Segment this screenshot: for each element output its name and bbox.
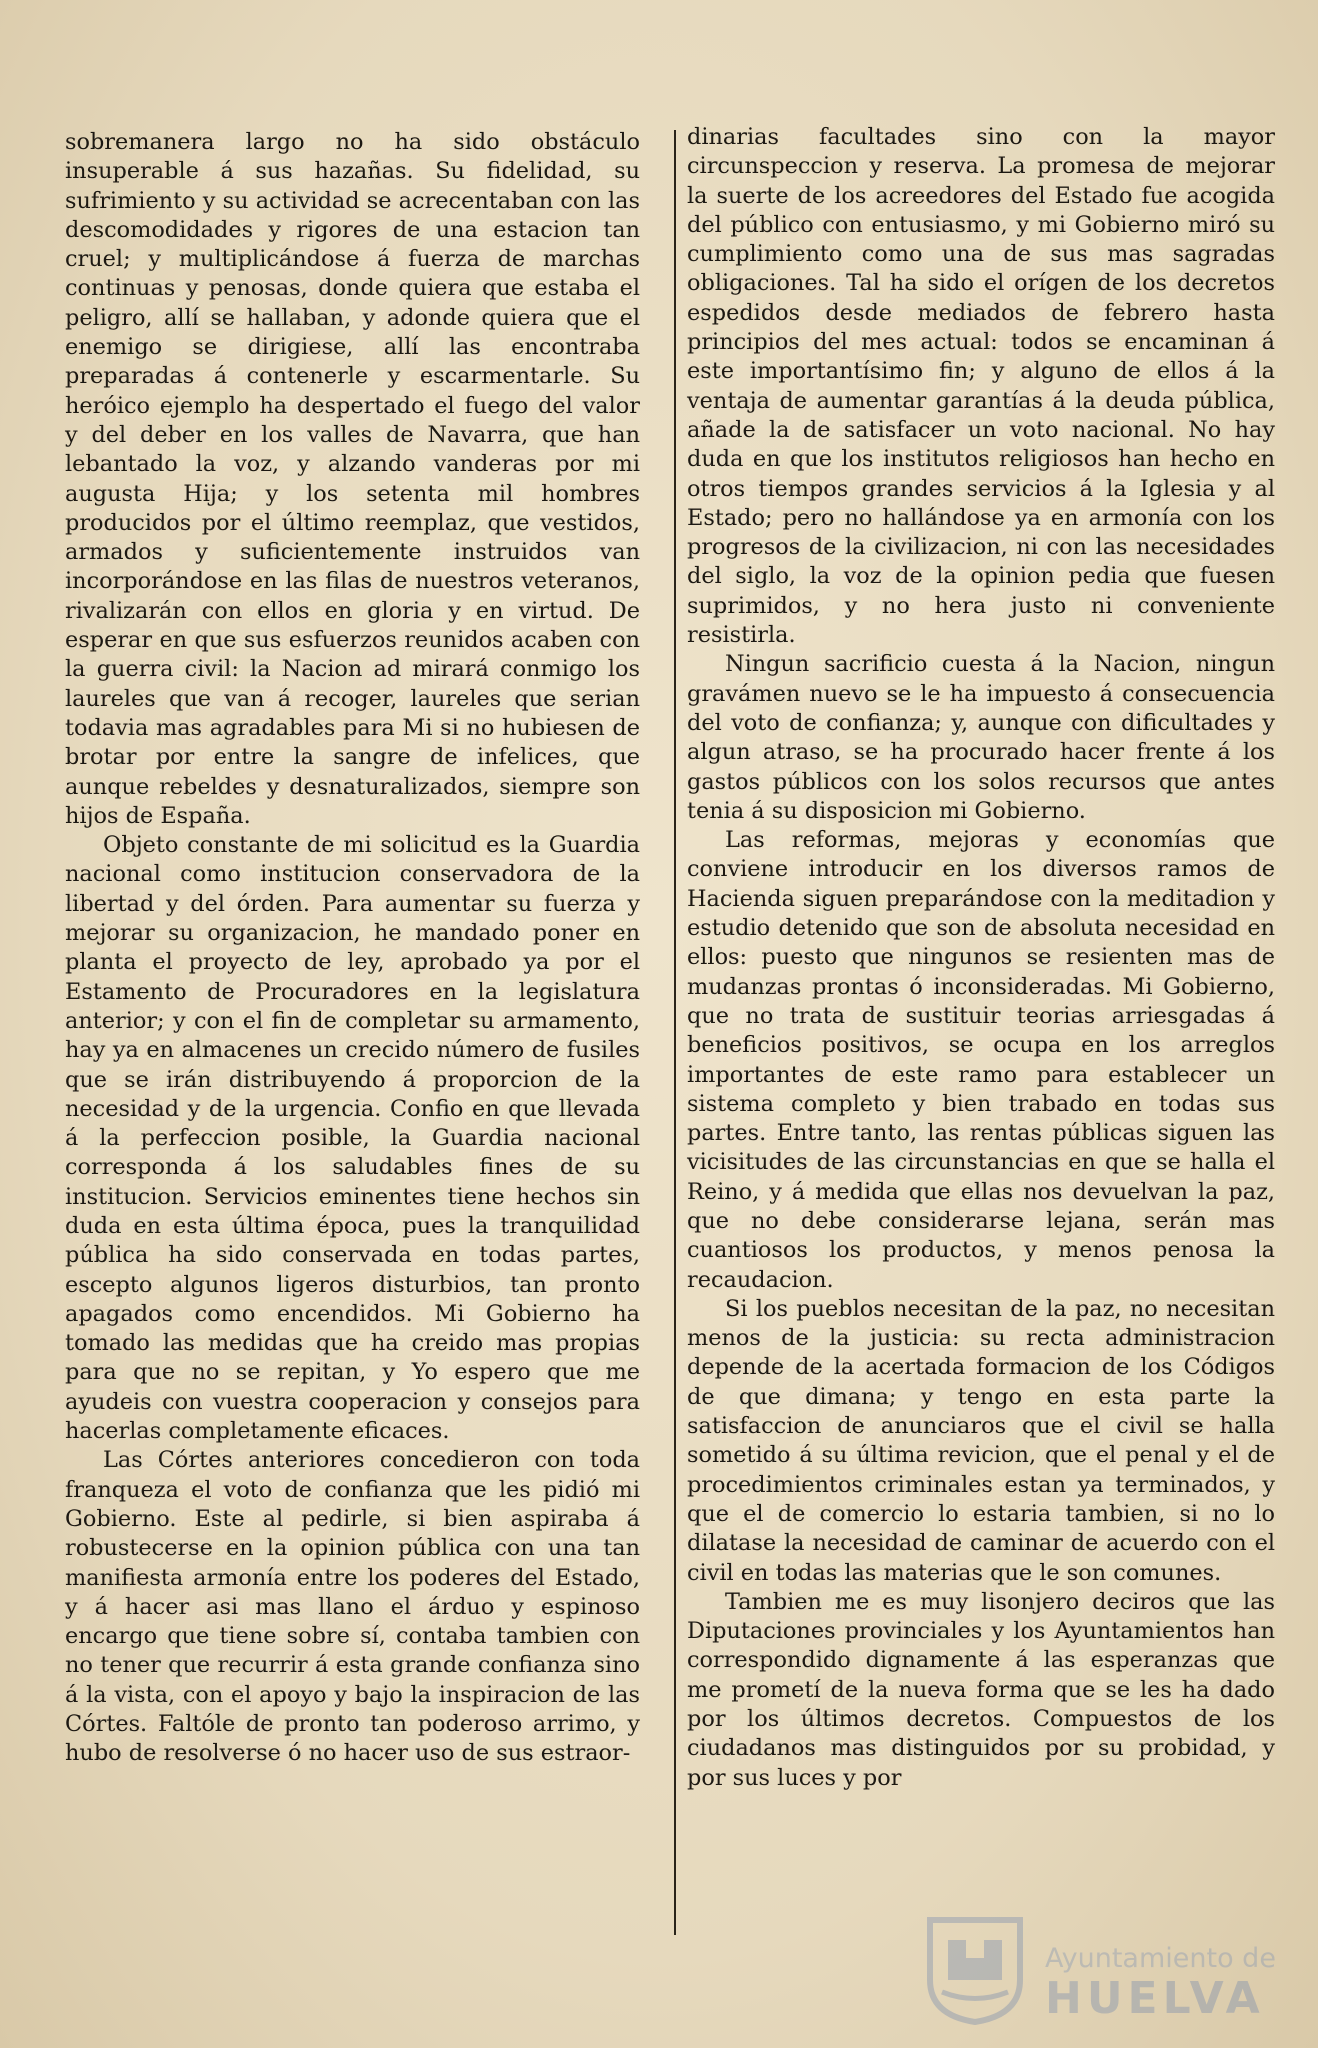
huelva-seal-icon: [920, 1910, 1030, 2025]
right-column: [687, 123, 1275, 1793]
paragraph: Tambien me es muy lisonjero deciros que las Diputaciones provinciales y los Ayuntamientos han correspondido dignamente á las esperanzas que me prometí de la nueva forma que se les ha dado por los últimos decretos. Compuestos de los ciudadanos mas distinguidos por su probidad, y por sus luces y por: [687, 1588, 1275, 1791]
watermark: [905, 1905, 1305, 2030]
paragraph: Ningun sacrificio cuesta á la Nacion, ningun gravámen nuevo se le ha impuesto á consecuencia del voto de confianza; y, aunque con dificultades y algun atraso, se ha procurado hacer frente á los gastos públicos con los solos recursos que antes tenia á su disposicion mi Gobierno.: [687, 651, 1275, 824]
paragraph: Las reformas, mejoras y economías que conviene introducir en los diversos ramos de Hacienda siguen preparándose con la meditadion y estudio detenido que son de absoluta necesidad en ellos: puesto que ningunos se resienten mas de mudanzas prontas ó inconsideradas. Mi Gobierno, que no trata de sustituir teorias arriesgadas á beneficios positivos, se ocupa en los arreglos importantes de este ramo para establecer un sistema completo y bien trabado en todas sus partes. Entre tanto, las rentas públicas siguen las vicisitudes de las circunstancias en que se halla el Reino, y á medida que ellas nos devuelvan la paz, que no debe considerarse lejana, serán mas cuantiosos los productos, y menos penosa la recaudacion.: [687, 827, 1275, 1293]
paragraph: Objeto constante de mi solicitud es la Guardia nacional como institucion conservadora de la libertad y del órden. Para aumentar su fuerza y mejorar su organizacion, he mandado poner en planta el proyecto de ley, aprobado ya por el Estamento de Procuradores en la legislatura anterior; y con el fin de completar su armamento, hay ya en almacenes un crecido número de fusiles que se irán distribuyendo á proporcion de la necesidad y de la urgencia. Confio en que llevada á la perfeccion posible, la Guardia nacional corresponda á los saludables fines de su institucion. Servicios eminentes tiene hechos sin duda en esta última época, pues la tranquilidad pública ha sido conservada en todas partes, escepto algunos ligeros disturbios, tan pronto apagados como encendidos. Mi Gobierno ha tomado las medidas que ha creido mas propias para que no se repitan, y Yo espero que me ayudeis con vuestra cooperacion y consejos para hacerlas completamente eficaces.: [65, 832, 640, 1445]
paragraph: dinarias facultades sino con la mayor circunspeccion y reserva. La promesa de mejorar la suerte de los acreedores del Estado fue acogida del público con entusiasmo, y mi Gobierno miró su cumplimiento como una de sus mas sagradas obligaciones. Tal ha sido el orígen de los decretos espedidos desde mediados de febrero hasta principios del mes actual: todos se encaminan á este importantísimo fin; y alguno de ellos á la ventaja de aumentar garantías á la deuda pública, añade la de satisfacer un voto nacional. No hay duda en que los institutos religiosos han hecho en otros tiempos grandes servicios á la Iglesia y al Estado; pero no hallándose ya en armonía con los progresos de la civilizacion, ni con las necesidades del siglo, la voz de la opinion pedia que fuesen suprimidos, y no hera justo ni conveniente resistirla.: [687, 124, 1275, 649]
paragraph: Si los pueblos necesitan de la paz, no necesitan menos de la justicia: su recta administracion depende de la acertada formacion de los Códigos de que dimana; y tengo en esta parte la satisfaccion de anunciaros que el civil se halla sometido á su última revicion, que el penal y el de procedimientos criminales estan ya terminados, y que el de comercio lo estaria tambien, si no lo dilatase la necesidad de caminar de acuerdo con el civil en todas las materias que le son comunes.: [687, 1295, 1275, 1586]
watermark-line2: HUELVA: [1045, 1973, 1265, 2024]
left-column: [65, 128, 640, 1769]
paragraph: Las Córtes anteriores concedieron con toda franqueza el voto de confianza que les pidió mi Gobierno. Este al pedirle, si bien aspiraba á robustecerse en la opinion pública con una tan manifiesta armonía entre los poderes del Estado, y á hacer asi mas llano el árduo y espinoso encargo que tiene sobre sí, contaba tambien con no tener que recurrir á esta grande confianza sino á la vista, con el apoyo y bajo la inspiracion de las Córtes. Faltóle de pronto tan poderoso arrimo, y hubo de resolverse ó no hacer uso de sus estraor-: [65, 1447, 640, 1767]
watermark-line1: Ayuntamiento de: [1045, 1943, 1276, 1974]
paragraph: sobremanera largo no ha sido obstáculo insuperable á sus hazañas. Su fidelidad, su sufrimiento y su actividad se acrecentaban con las descomodidades y rigores de una estacion tan cruel; y multiplicándose á fuerza de marchas continuas y penosas, donde quiera que estaba el peligro, allí se hallaban, y adonde quiera que el enemigo se dirigiese, allí las encontraba preparadas á contenerle y escarmentarle. Su heróico ejemplo ha despertado el fuego del valor y del deber en los valles de Navarra, que han lebantado la voz, y alzando vanderas por mi augusta Hija; y los setenta mil hombres producidos por el último reemplaz, que vestidos, armados y suficientemente instruidos van incorporándose en las filas de nuestros veteranos, rivalizarán con ellos en gloria y en virtud. De esperar en que sus esfuerzos reunidos acaben con la guerra civil: la Nacion ad mirará conmigo los laureles que van á recoger, laureles que serian todavia mas agradables para Mi si no hubiesen de brotar por entre la sangre de infelices, que aunque rebeldes y desnaturalizados, siempre son hijos de España.: [65, 129, 640, 829]
column-divider: [674, 130, 676, 1935]
